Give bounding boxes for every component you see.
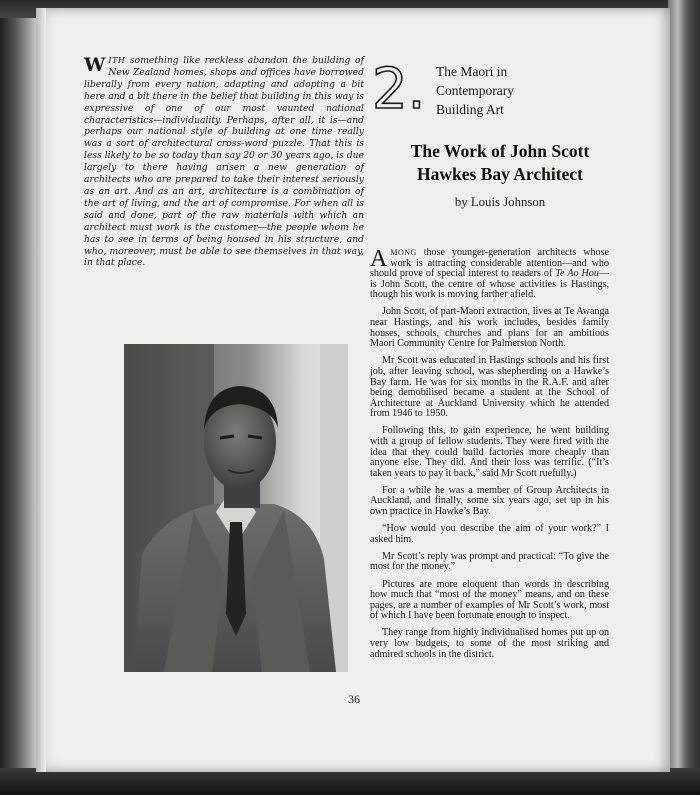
scan-right-edge [668,0,700,795]
body-dropcap: A [370,246,388,272]
series-line-2: Contemporary [436,83,514,98]
body-paragraph: Following this, to gain experience, he went building with a group of fellow students. They were fired with the idea that they could build factories more cheaply than anyone else. They did. And their loss was terrific. (“It’s taken years to pay it back,” said Mr Scott ruefully.) [370,425,609,479]
scan-bottom-edge [0,768,700,795]
intro-first-caps: ITH [108,56,126,65]
intro-text: something like reckless abandon the building of New Zealand homes, shops and offices have borrowed liberally from every nation, adapting and adopting a bit here and a bit there in the belief that building in this way is expressive of one of our most vaunted national characteristics—individuality. Perhaps, after all, it is—and perhaps our national style of building at one time really was a sort of architectural cross-word puzzle. That this is less likely to be so today than say 20 or 30 years ago, is due largely to there having arisen a new generation of architects who are prepared to take their interest seriously as an art. And as an art, architecture is a combination of the art of living, and the art of compromise. For when all is said and done, part of the raw materials with which an architect must work is the customer—the people whom he has to see in terms of being housed in his structure, and who, moreover, must be able to see themselves in that way, in that place. [84,55,364,269]
page-number: 36 [348,692,360,706]
portrait-photo [124,344,348,672]
page-binding-shadow [36,8,46,772]
portrait-image [124,344,348,672]
body-paragraph: Mr Scott’s reply was prompt and practical: “To give the most for the money.” [370,550,609,573]
body-p1-text-b: —is John Scott, the centre of whose activities is Hastings, though his work is moving farther afield. [370,268,609,301]
title-line-1: The Work of John Scott [410,141,590,161]
series-line-1: The Maori in [436,64,508,79]
body-paragraph: Pictures are more eloquent than words in describing how much that “most of the money” means, and on these pages, are a number of examples of Mr Scott’s work, most of which I have been fortunate enough to inspect. [370,578,609,622]
body-paragraph: “How would you describe the aim of your work?” I asked him. [370,523,609,545]
byline: by Louis Johnson [454,195,546,209]
intro-dropcap: W [84,54,106,76]
series-line-3: Building Art [436,102,504,117]
title-line-2: Hawkes Bay Architect [417,164,583,184]
body-paragraph: For a while he was a member of Group Architects in Auckland, and finally, some six years ago, set up in his own practice in Hawke’s Bay. [370,484,609,518]
magazine-name: Te Ao Hou [555,268,599,280]
article-title [380,140,620,186]
body-paragraph: They range from highly individualised homes put up on very low budgets, to some of the most striking and admired schools in the district. [370,627,609,660]
body-first-caps: MONG [390,248,417,257]
body-p1-text-a: those younger-generation architects whose work is attracting considerable attention—and who should prove of special interest to readers of [370,247,609,280]
article-body [370,248,609,667]
body-paragraph-1 [370,248,609,301]
series-number: 2. [372,57,426,122]
body-paragraph: John Scott, of part-Maori extraction, lives at Te Awanga near Hastings, and his work includes, besides family houses, schools, churches and plans for an ambitious Maori Community Centre for Palmerston North. [370,306,609,350]
body-paragraph: Mr Scott was educated in Hastings schools and his first job, after leaving school, was shepherding on a Hawke’s Bay farm. He was for six months in the R.A.F. and after being demobilised became a student at the School of Architecture at Auckland University which he attended from 1946 to 1950. [370,355,609,420]
intro-paragraph [84,55,364,269]
scan-left-edge [0,0,38,795]
